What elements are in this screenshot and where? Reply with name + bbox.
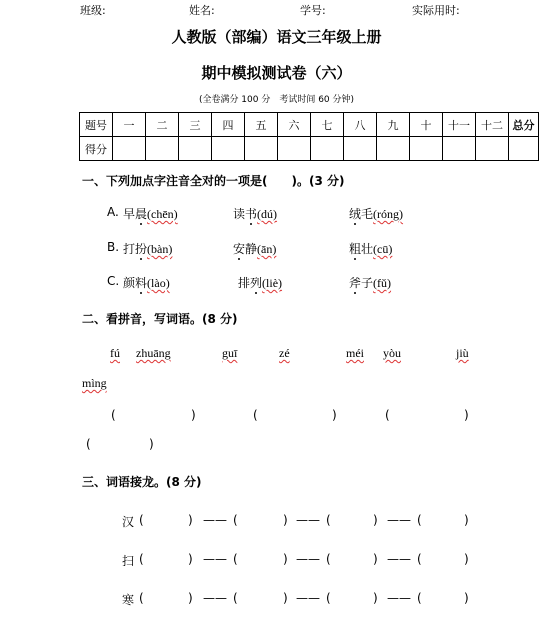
document-title: 人教版（部编）语文三年级上册 — [171, 28, 382, 46]
table-header-cell: 五 — [245, 113, 278, 137]
chain-paren-open: ( — [326, 591, 331, 605]
chain-paren-close: ) — [464, 552, 469, 566]
chain-paren-close: ) — [283, 591, 288, 605]
option-a-item-1: 早晨(chēn) — [123, 207, 178, 221]
pinyin-syllable: méi — [346, 346, 364, 360]
score-cell[interactable] — [146, 137, 179, 161]
table-header-cell: 七 — [311, 113, 344, 137]
chain-dash: —— — [296, 591, 320, 605]
chain-paren-close: ) — [188, 552, 193, 566]
option-c-item-2: 排列(liè) — [238, 276, 283, 290]
table-header-cell: 题号 — [80, 113, 113, 137]
score-table-score-row — [80, 137, 539, 161]
document-subtitle: 期中模拟测试卷（六） — [201, 64, 352, 82]
score-cell[interactable] — [278, 137, 311, 161]
chain-paren-close: ) — [283, 513, 288, 527]
table-header-cell: 十二 — [476, 113, 509, 137]
exam-info: (全卷满分 100 分 考试时间 60 分钟) — [198, 95, 355, 105]
chain-paren-open: ( — [417, 591, 422, 605]
chain-paren-open: ( — [233, 513, 238, 527]
chain-paren-open: ( — [326, 552, 331, 566]
answer-paren-open: ( — [253, 408, 258, 422]
table-header-cell-total: 总分 — [509, 113, 539, 137]
answer-paren-close: ) — [149, 437, 154, 451]
chain-dash: —— — [203, 591, 227, 605]
answer-paren-open: ( — [111, 408, 116, 422]
score-table — [79, 112, 539, 161]
table-header-cell: 六 — [278, 113, 311, 137]
pinyin-syllable: guī — [222, 346, 238, 360]
chain-dash: —— — [296, 552, 320, 566]
chain-start-char: 寒 — [122, 593, 135, 607]
answer-paren-close: ) — [191, 408, 196, 422]
score-row-label: 得分 — [80, 137, 113, 161]
answer-paren-close: ) — [464, 408, 469, 422]
score-cell[interactable] — [212, 137, 245, 161]
score-cell[interactable] — [377, 137, 410, 161]
score-cell[interactable] — [344, 137, 377, 161]
section3-title: 三、词语接龙。(8 分) — [82, 475, 202, 489]
table-header-cell: 二 — [146, 113, 179, 137]
table-header-cell: 九 — [377, 113, 410, 137]
answer-paren-open: ( — [385, 408, 390, 422]
chain-paren-open: ( — [139, 591, 144, 605]
table-header-cell: 十一 — [443, 113, 476, 137]
answer-paren-open: ( — [86, 437, 91, 451]
score-cell[interactable] — [311, 137, 344, 161]
chain-start-char: 汉 — [122, 515, 135, 529]
pinyin-syllable: fú — [110, 346, 120, 360]
table-header-cell: 四 — [212, 113, 245, 137]
chain-paren-close: ) — [464, 513, 469, 527]
chain-paren-close: ) — [464, 591, 469, 605]
option-b-item-3: 粗壮(cū) — [349, 242, 393, 256]
pinyin-syllable: zhuāng — [136, 346, 171, 360]
section2-title: 二、看拼音，写词语。(8 分) — [82, 312, 238, 326]
option-b-item-2: 安静(ān) — [233, 242, 277, 256]
chain-paren-open: ( — [139, 552, 144, 566]
score-cell[interactable] — [179, 137, 212, 161]
option-a-item-2: 读书(dú) — [233, 207, 278, 221]
student-id-label: 学号: — [300, 4, 326, 17]
section1-title: 一、下列加点字注音全对的一项是( )。(3 分) — [82, 174, 345, 188]
table-header-cell: 八 — [344, 113, 377, 137]
pinyin-syllable: mìng — [82, 376, 107, 390]
chain-start-char: 扫 — [122, 554, 135, 568]
chain-paren-close: ) — [373, 513, 378, 527]
score-cell[interactable] — [476, 137, 509, 161]
option-c-item-1: 颜料(lào) — [123, 276, 170, 290]
answer-paren-close: ) — [332, 408, 337, 422]
option-a-item-3: 绒毛(róng) — [349, 207, 404, 221]
table-header-cell: 三 — [179, 113, 212, 137]
option-b-item-1: 打扮(bàn) — [123, 242, 173, 256]
chain-dash: —— — [387, 513, 411, 527]
option-a-label: A. — [107, 205, 119, 219]
pinyin-syllable: zé — [279, 346, 290, 360]
score-cell-total[interactable] — [509, 137, 539, 161]
option-b-label: B. — [107, 240, 120, 254]
score-cell[interactable] — [410, 137, 443, 161]
chain-paren-open: ( — [233, 591, 238, 605]
chain-paren-open: ( — [417, 513, 422, 527]
score-table-header-row — [80, 113, 539, 137]
chain-dash: —— — [387, 552, 411, 566]
score-cell[interactable] — [113, 137, 146, 161]
pinyin-syllable: jiù — [456, 346, 469, 360]
score-cell[interactable] — [443, 137, 476, 161]
table-header-cell: 十 — [410, 113, 443, 137]
score-cell[interactable] — [245, 137, 278, 161]
option-c-label: C. — [107, 274, 120, 288]
chain-paren-close: ) — [283, 552, 288, 566]
chain-paren-open: ( — [417, 552, 422, 566]
chain-paren-close: ) — [373, 591, 378, 605]
chain-paren-close: ) — [188, 591, 193, 605]
chain-paren-open: ( — [139, 513, 144, 527]
table-header-cell: 一 — [113, 113, 146, 137]
chain-paren-open: ( — [326, 513, 331, 527]
chain-dash: —— — [203, 552, 227, 566]
chain-dash: —— — [387, 591, 411, 605]
chain-paren-close: ) — [188, 513, 193, 527]
option-c-item-3: 斧子(fǔ) — [349, 276, 392, 290]
actual-time-label: 实际用时: — [412, 4, 460, 17]
pinyin-syllable: yòu — [383, 346, 401, 360]
name-label: 姓名: — [189, 4, 215, 17]
chain-paren-close: ) — [373, 552, 378, 566]
chain-dash: —— — [296, 513, 320, 527]
class-label: 班级: — [80, 4, 106, 17]
chain-dash: —— — [203, 513, 227, 527]
chain-paren-open: ( — [233, 552, 238, 566]
